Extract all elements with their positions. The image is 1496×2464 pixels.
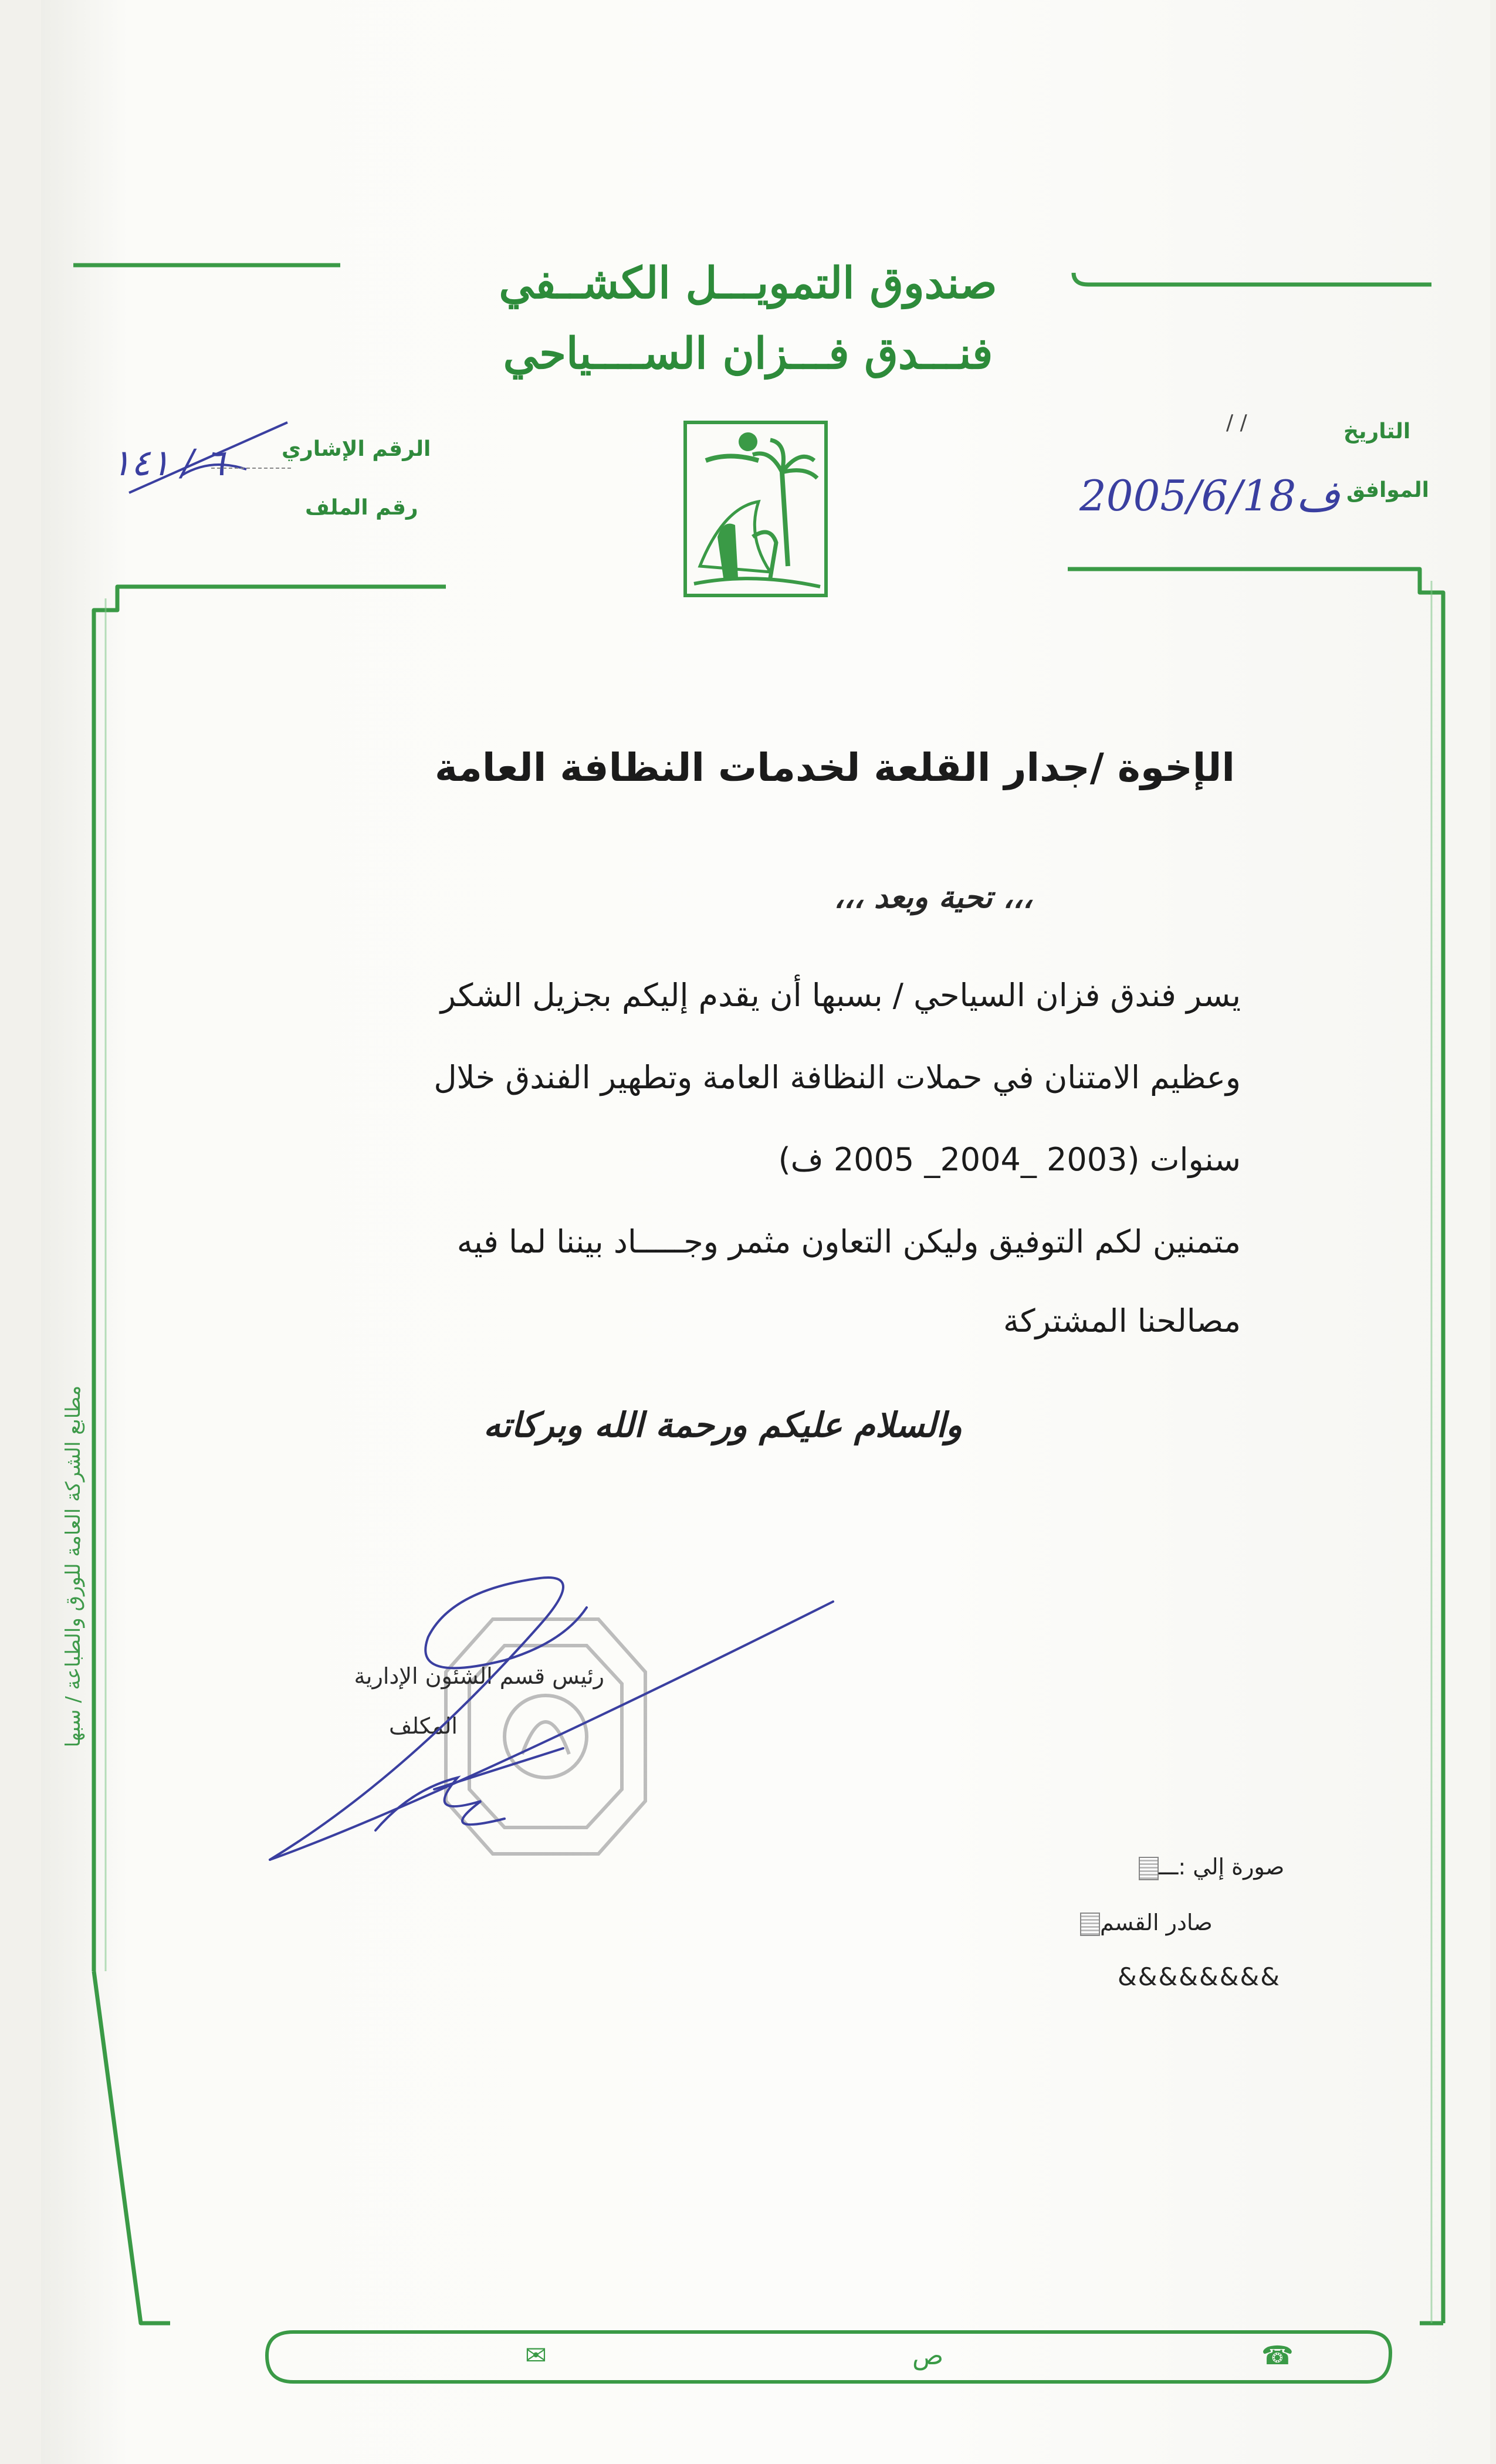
copy-to-label: صورة إلي :ـــ xyxy=(1135,1854,1284,1880)
corresponding-date-label: الموافق xyxy=(1346,478,1429,502)
file-number-label: رقم الملف xyxy=(305,496,418,520)
organization-name: صندوق التمويـــل الكشــفي xyxy=(499,258,997,309)
po-box-icon: ص xyxy=(912,2341,944,2371)
mail-icon: ✉ xyxy=(525,2341,547,2371)
signer-subtitle: المكلف xyxy=(388,1713,458,1739)
signer-title: رئيس قسم الشئون الإدارية xyxy=(354,1663,604,1689)
department-label: صادر القسم xyxy=(1077,1910,1213,1936)
handwritten-signature xyxy=(258,1555,845,1877)
reference-number-value xyxy=(94,387,305,505)
reference-number-label: الرقم الإشاري xyxy=(282,437,431,461)
printer-credit: مطابع الشركة العامة للورق والطباعة / سبها xyxy=(62,1385,85,1748)
letter-line: مصالحنا المشتركة xyxy=(1003,1302,1241,1339)
corresponding-date-value xyxy=(1074,463,1349,528)
document-icon xyxy=(1080,1913,1100,1936)
letter-greeting: ،،، تحية وبعد ،،، xyxy=(834,880,1033,915)
letter-closing: والسلام عليكم ورحمة الله وبركاته xyxy=(483,1405,962,1445)
hotel-name: فنـــدق فـــزان الســــياحي xyxy=(503,329,993,379)
svg-text:2005/6/18ف: 2005/6/18ف xyxy=(1079,471,1340,520)
letter-line: يسر فندق فزان السياحي / بسبها أن يقدم إليكم بجزيل الشكر xyxy=(440,977,1241,1014)
hotel-logo xyxy=(682,419,829,598)
document-icon xyxy=(1139,1857,1159,1880)
letter-line: وعظيم الامتنان في حملات النظافة العامة وتطهير الفندق خلال xyxy=(434,1059,1241,1096)
phone-icon: ☎ xyxy=(1261,2341,1294,2371)
date-label: التاريخ xyxy=(1343,419,1411,444)
letter-line: سنوات (2003 _2004_ 2005 ف) xyxy=(778,1141,1241,1178)
ampersand-line: &&&&&&&& xyxy=(1118,1962,1281,1991)
letter-addressee: الإخوة /جدار القلعة لخدمات النظافة العامة xyxy=(435,745,1235,790)
date-value: / / xyxy=(1226,411,1247,435)
svg-text:٦ / ١٤١: ٦ / ١٤١ xyxy=(111,441,225,484)
letter-line: متمنين لكم التوفيق وليكن التعاون مثمر وجـــــاد بيننا لما فيه xyxy=(456,1223,1241,1260)
